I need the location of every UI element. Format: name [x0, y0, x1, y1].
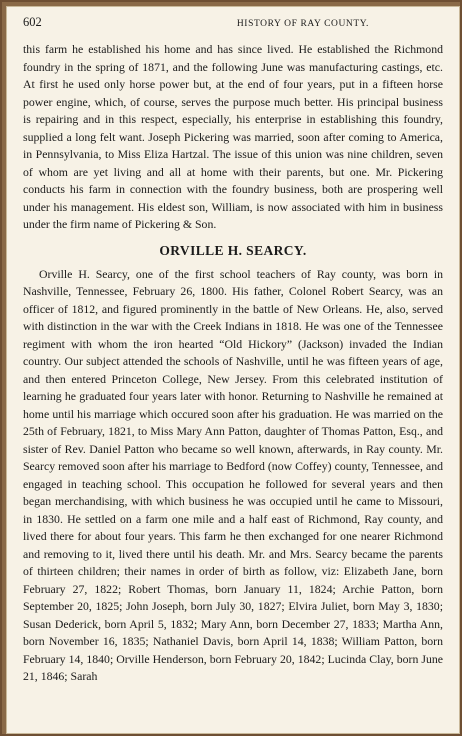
section-body: Orville H. Searcy, one of the first school teachers of Ray county, was born in Nashville, Tennessee, February 26, 1800. His father, Colonel Robert Searcy, was an officer of 1812, and figured prominently in the battle of New Orleans. He, also, served with distinction in the war with the Creek Indians in 1818. He was one of the Tennessee regiment with whom the iron hearted “Old Hickory” (Jackson) invaded the Indian country. Our subject attended the schools of Nashville, until he was fifteen years of age, and then entered Princeton College, New Jersey. From this celebrated institution of learning he graduated four years later with honor. Returning to Nashville he remained at home until his marriage which occured soon after his graduation. He was married on the 25th of February, 1821, to Miss Mary Ann Patton, daughter of Thomas Patton, Esq., and sister of Rev. Daniel Patton who became so well known, afterwards, in Ray county. Mr. Searcy removed soon after his marriage to Bedford (now Coffey) county, Tennessee, and engaged in teaching school. This occupation he followed for several years and then began merchandising, with which business he was occupied until he came to Missouri, in 1830. He settled on a farm one mile and a half east of Richmond, Ray county, and lived there for about four years. This farm he then exchanged for one nearer Richmond and removing to it, lived there until his death. Mr. and Mrs. Searcy became the parents of thirteen children; their names in order of birth as follow, viz: Elizabeth Jane, born February 27, 1822; Robert Thomas, born January 11, 1824; Archie Patton, born September 20, 1825; John Joseph, born July 30, 1827; Elvira Juliet, born May 3, 1830; Susan Dederick, born April 5, 1832; Mary Ann, born December 27, 1833; Martha Ann, born November 16, 1835; Nathaniel Davis, born April 14, 1838; William Patton, born February 14, 1840; Orville Henderson, born February 20, 1842; Lucinda Clay, born June 21, 1846; Sarah	[23, 266, 443, 683]
page-number: 602	[23, 15, 42, 29]
running-title: HISTORY OF RAY COUNTY.	[236, 19, 369, 29]
book-page	[6, 6, 460, 734]
section-title: ORVILLE H. SEARCY.	[159, 242, 307, 258]
intro-paragraph: this farm he established his home and has since lived. He established the Richmond foundry in the spring of 1871, and the following June was manufacturing castings, etc. At first he used only horse power but, at the end of four years, put in a fifteen horse power engine, which, of course, serves the purpose much better. His principal business is repairing and in this respect, especially, his enterprise in establishing this foundry, supplied a long felt want. Joseph Pickering was married, soon after coming to America, in Pennsylvania, to Miss Eliza Hartzal. The issue of this union was nine children, seven of whom are yet living and all at home with their parents, but one. Mr. Pickering conducts his farm in connection with the foundry business, both are prospering well under his management. His eldest son, William, is now associated with him in business under the firm name of Pickering & Son.	[23, 42, 443, 231]
page-header	[23, 15, 443, 33]
